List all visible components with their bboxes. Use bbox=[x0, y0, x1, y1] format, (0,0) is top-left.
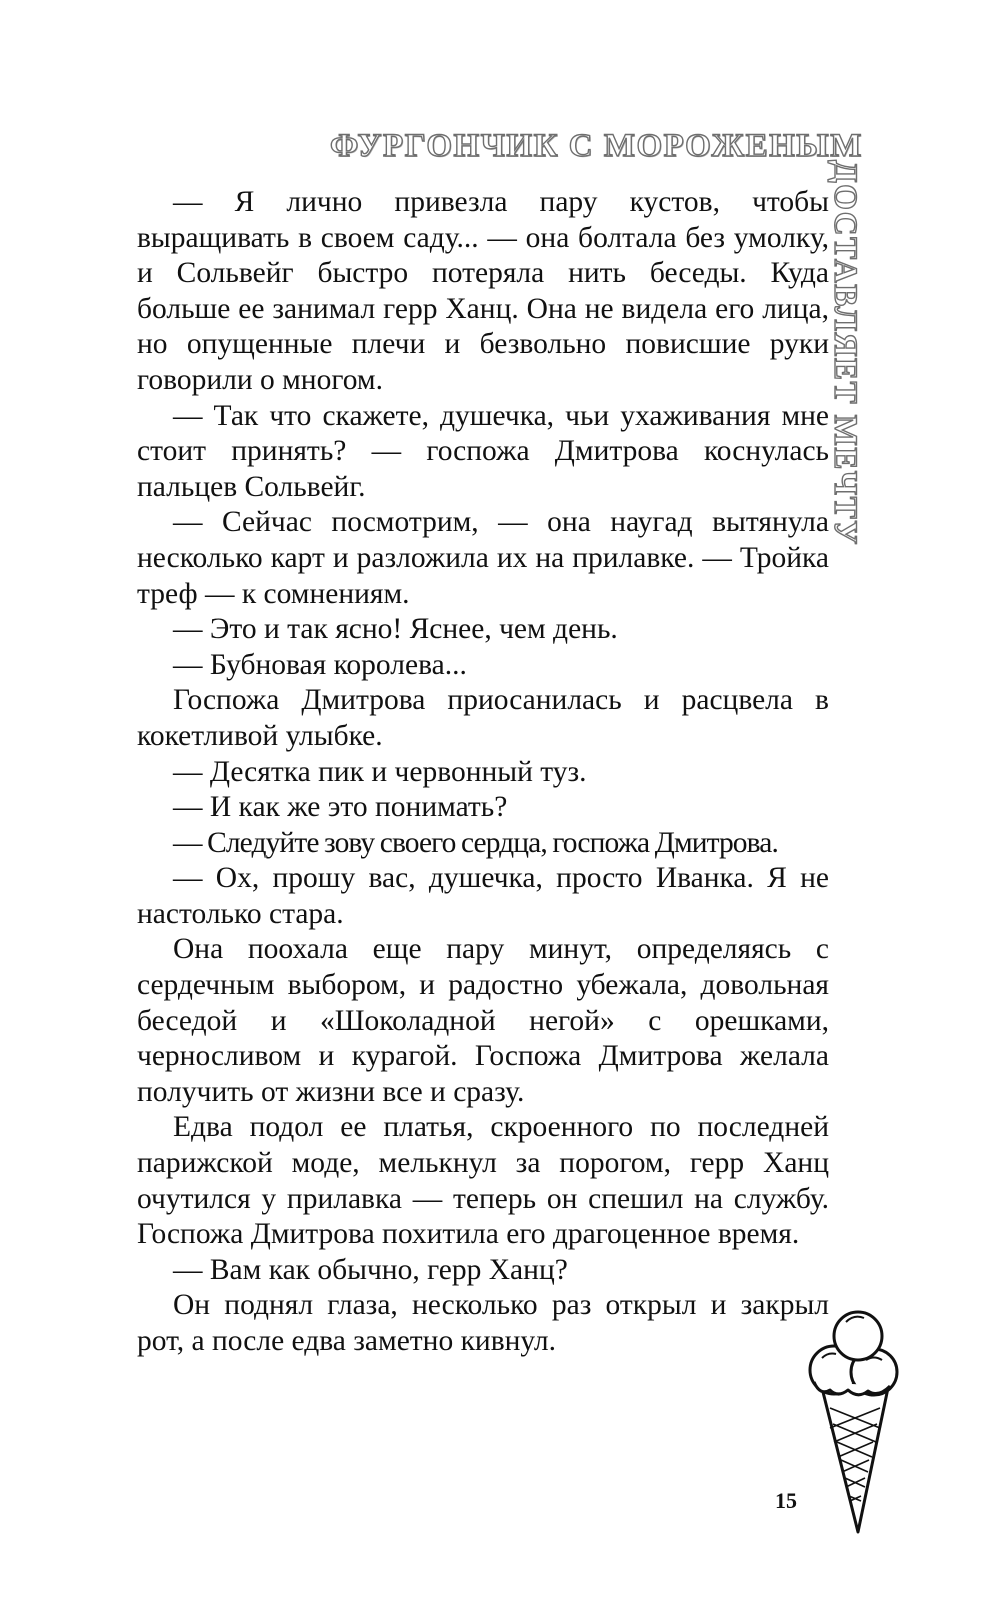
paragraph-5: — Бубновая королева... bbox=[173, 648, 467, 681]
paragraph-4: — Это и так ясно! Яснее, чем день. bbox=[173, 613, 618, 646]
paragraph-14: Он поднял глаза, несколько раз открыл и закрыл рот, а после едва заметно кивнул. bbox=[137, 1289, 829, 1357]
body-text bbox=[137, 185, 829, 1360]
paragraph-7: — Десятка пик и червонный туз. bbox=[173, 755, 587, 788]
page-number: 15 bbox=[775, 1488, 797, 1513]
running-header-title: ФУРГОНЧИК С МОРОЖЕНЫМ bbox=[330, 128, 863, 164]
paragraph-6: Госпожа Дмитрова приосанилась и расцвела в кокетливой улыбке. bbox=[137, 684, 829, 752]
ice-cream-cone-icon bbox=[800, 1300, 910, 1540]
paragraph-12: Едва подол ее платья, скроенного по последней парижской моде, мелькнул за порогом, герр Ханц очутился у прилавка — теперь он спешил на службу. Госпожа Дмитрова похитила его драгоценное время. bbox=[137, 1111, 829, 1251]
paragraph-11: Она поохала еще пару минут, определяясь с сердечным выбором, и радостно убежала, довольная беседой и «Шоколадной негой» с орешками, черносливом и курагой. Госпожа Дмитрова желала получить от жизни все и сразу. bbox=[137, 933, 829, 1108]
paragraph-3: — Сейчас посмотрим, — она наугад вытянула несколько карт и разложила их на прилавке. — Тройка треф — к сомнениям. bbox=[137, 506, 829, 610]
paragraph-1: — Я лично привезла пару кустов, чтобы выращивать в своем саду... — она болтала без умолку, и Сольвейг быстро потеряла нить беседы. Куда больше ее занимал герр Ханц. Она не видела его лица, но опущенные плечи и безвольно повисшие руки говорили о многом. bbox=[137, 186, 829, 396]
paragraph-13: — Вам как обычно, герр Ханц? bbox=[173, 1253, 568, 1286]
paragraph-10: — Ох, прошу вас, душечка, просто Иванка. Я не настолько стара. bbox=[137, 862, 829, 930]
side-tagline: ДОСТАВЛЯЕТ МЕЧТУ bbox=[827, 160, 863, 546]
paragraph-9: — Следуйте зову своего сердца, госпожа Дмитрова. bbox=[173, 826, 778, 859]
paragraph-8: — И как же это понимать? bbox=[173, 791, 508, 824]
paragraph-2: — Так что скажете, душечка, чьи ухаживания мне стоит принять? — госпожа Дмитрова коснулась пальцев Сольвейг. bbox=[137, 399, 829, 503]
